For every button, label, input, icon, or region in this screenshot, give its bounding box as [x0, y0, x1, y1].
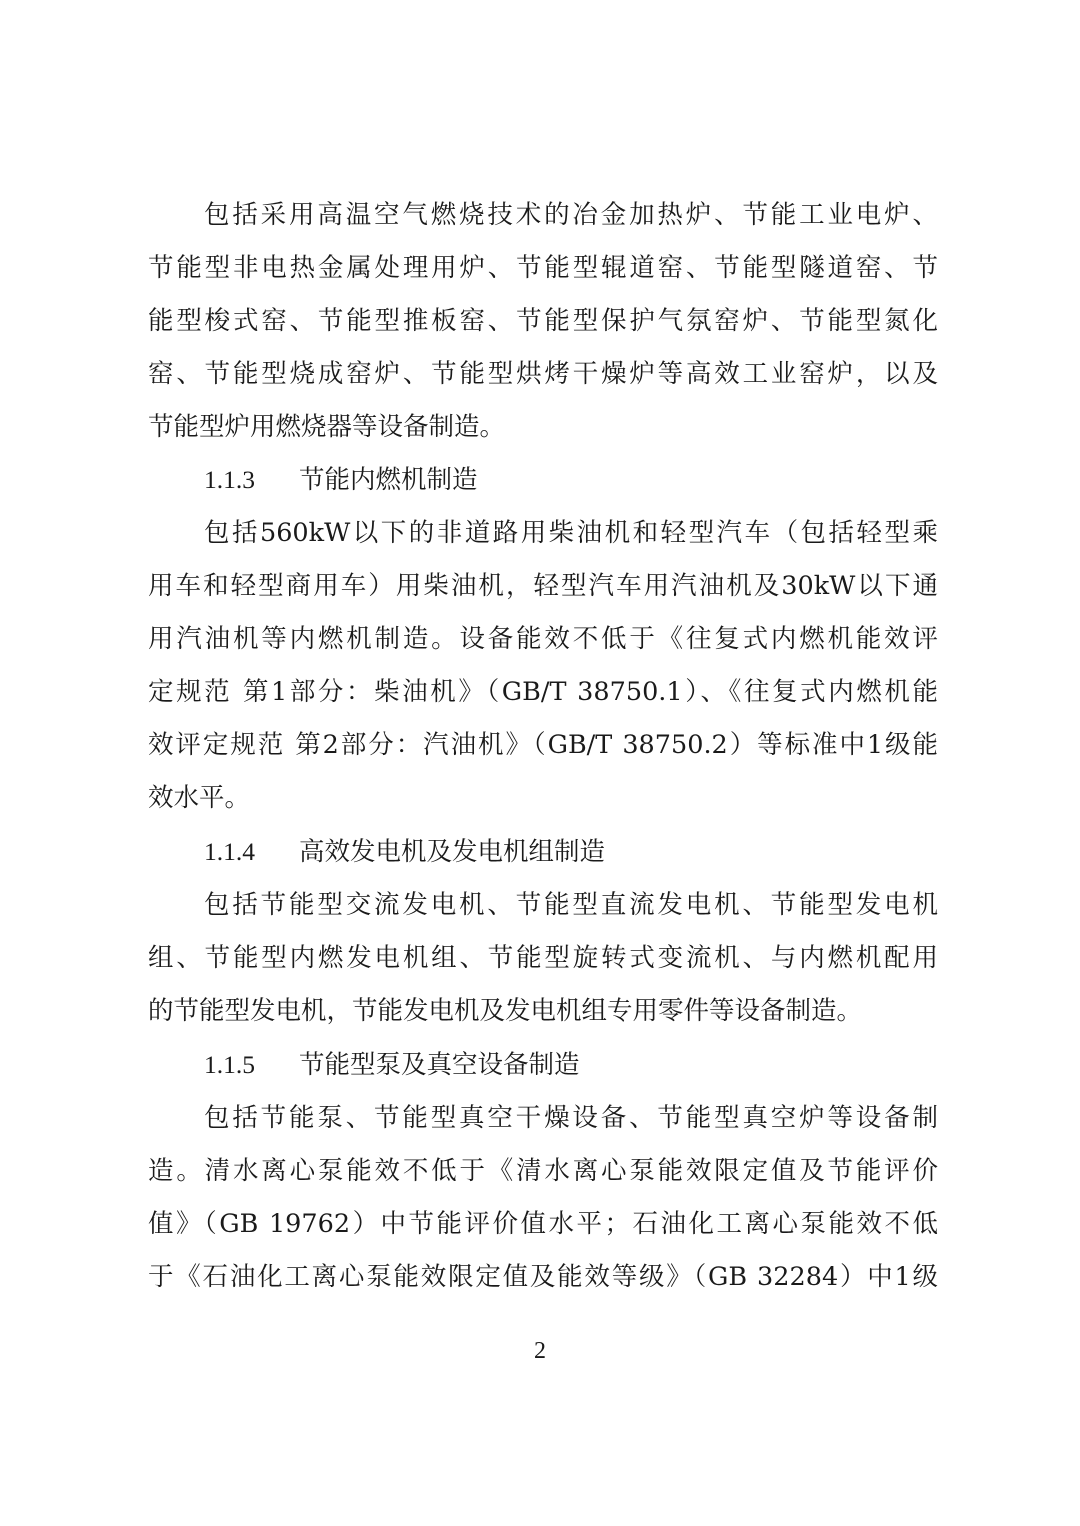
paragraph-line: 值》（GB 19762）中节能评价值水平；石油化工离心泵能效不低: [148, 1209, 938, 1239]
section-number: 1.1.4: [204, 837, 255, 866]
paragraph-line: 于《石油化工离心泵能效限定值及能效等级》（GB 32284）中1级: [148, 1262, 938, 1292]
paragraph-line: 节能型炉用燃烧器等设备制造。: [148, 412, 506, 442]
section-heading-1-1-3: [204, 460, 478, 500]
page-number: 2: [534, 1338, 546, 1364]
paragraph-line: 的节能型发电机，节能发电机及发电机组专用零件等设备制造。: [148, 996, 863, 1026]
paragraph-line: 包括采用高温空气燃烧技术的冶金加热炉、节能工业电炉、: [204, 200, 938, 230]
paragraph-line: 窑、节能型烧成窑炉、节能型烘烤干燥炉等高效工业窑炉，以及: [148, 359, 938, 389]
section-number: 1.1.5: [204, 1050, 255, 1079]
paragraph-line: 包括节能泵、节能型真空干燥设备、节能型真空炉等设备制: [204, 1103, 938, 1133]
section-title: 高效发电机及发电机组制造: [299, 837, 606, 867]
paragraph-line: 造。清水离心泵能效不低于《清水离心泵能效限定值及节能评价: [148, 1156, 938, 1186]
section-number: 1.1.3: [204, 465, 255, 494]
paragraph-line: 效评定规范 第2部分：汽油机》（GB/T 38750.2）等标准中1级能: [148, 730, 938, 760]
section-heading-1-1-5: [204, 1045, 580, 1085]
paragraph-line: 能型梭式窑、节能型推板窑、节能型保护气氛窑炉、节能型氮化: [148, 306, 938, 336]
section-title: 节能型泵及真空设备制造: [299, 1050, 580, 1080]
paragraph-line: 定规范 第1部分：柴油机》（GB/T 38750.1）、《往复式内燃机能: [148, 677, 938, 707]
paragraph-line: 用车和轻型商用车）用柴油机，轻型汽车用汽油机及30kW以下通: [148, 571, 938, 601]
paragraph-line: 包括560kW以下的非道路用柴油机和轻型汽车（包括轻型乘: [204, 518, 938, 548]
paragraph-line: 包括节能型交流发电机、节能型直流发电机、节能型发电机: [204, 890, 938, 920]
section-title: 节能内燃机制造: [299, 465, 478, 495]
paragraph-line: 效水平。: [148, 783, 251, 813]
paragraph-line: 组、节能型内燃发电机组、节能型旋转式变流机、与内燃机配用: [148, 943, 938, 973]
paragraph-line: 节能型非电热金属处理用炉、节能型辊道窑、节能型隧道窑、节: [148, 253, 938, 283]
paragraph-line: 用汽油机等内燃机制造。设备能效不低于《往复式内燃机能效评: [148, 624, 938, 654]
section-heading-1-1-4: [204, 832, 605, 872]
